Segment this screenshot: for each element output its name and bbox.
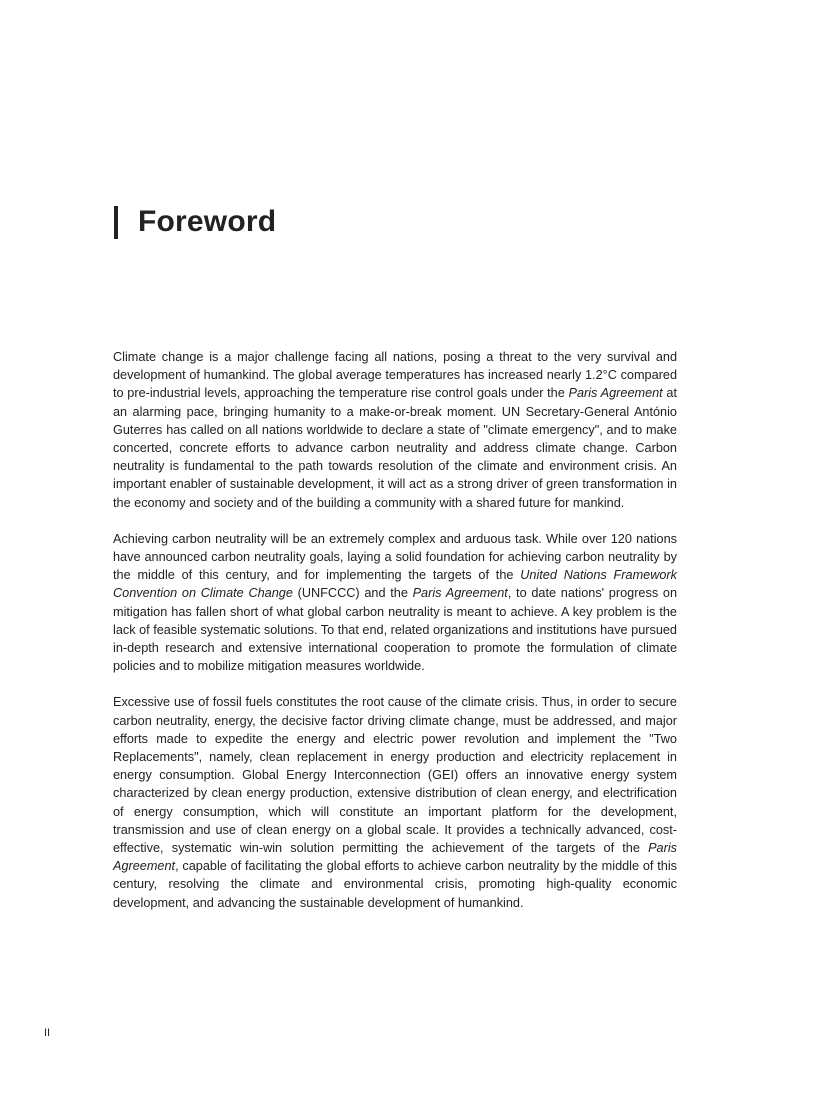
paragraph-2	[113, 530, 677, 676]
page-number: II	[44, 1027, 51, 1039]
text-run: Achieving carbon neutrality will be an extremely complex and arduous task. While over 120 nations have announced carbon neutrality goals, laying a solid foundation for achieving carbon neutrality by the middle of this century, and for implementing the targets of the	[113, 531, 677, 583]
heading-bar-decoration	[114, 206, 118, 239]
text-run: (UNFCCC) and the	[292, 586, 413, 601]
italic-title: Paris Agreement	[568, 386, 663, 401]
paragraph-3	[113, 693, 677, 911]
page-title: Foreword	[138, 205, 277, 238]
text-run: , capable of facilitating the global efforts to achieve carbon neutrality by the middle of this century, resolving the climate and environmental crisis, promoting high-quality economic development, and advancing the sustainable development of humankind.	[113, 859, 677, 910]
text-run: Climate change is a major challenge facing all nations, posing a threat to the very survival and development of humankind. The global average temperatures has increased nearly 1.2°C compared to pre-industrial levels, approaching the temperature rise control goals under the	[113, 350, 677, 401]
text-run: , to date nations' progress on mitigation has fallen short of what global carbon neutrality is meant to achieve. A key problem is the lack of feasible systematic solutions. To that end, related organizations and institutions have pursued in-depth research and extensive international cooperation to promote the formulation of climate policies and to mobilize mitigation measures worldwide.	[113, 586, 678, 674]
italic-title: Paris Agreement	[113, 841, 677, 874]
section-heading	[114, 203, 276, 241]
paragraph-1	[113, 348, 677, 512]
text-run: Excessive use of fossil fuels constitutes the root cause of the climate crisis. Thus, in order to secure carbon neutrality, energy, the decisive factor driving climate change, must be addressed, and major efforts made to expedite the energy and electric power revolution and implement the "Two Replacements", namely, clean replacement in energy production and electricity replacement in energy consumption. Global Energy Interconnection (GEI) offers an innovative energy system characterized by clean energy production, extensive distribution of clean energy, and electrification of energy consumption, which will constitute an important platform for the development, transmission and use of clean energy on a global scale. It provides a technically advanced, cost-effective, systematic win-win solution permitting the achievement of the targets of the	[113, 695, 677, 856]
text-run: at an alarming pace, bringing humanity to a make-or-break moment. UN Secretary-General António Guterres has called on all nations worldwide to declare a state of "climate emergency", and to make concerted, concrete efforts to advance carbon neutrality and address climate change. Carbon neutrality is fundamental to the path towards resolution of the climate and environment crisis. An important enabler of sustainable development, it will act as a strong driver of green transformation in the economy and society and of the building a community with a shared future for mankind.	[113, 386, 678, 510]
italic-title: Paris Agreement	[412, 586, 508, 601]
italic-title: United Nations Framework Convention on Climate Change	[113, 568, 677, 601]
body-text	[113, 348, 677, 930]
